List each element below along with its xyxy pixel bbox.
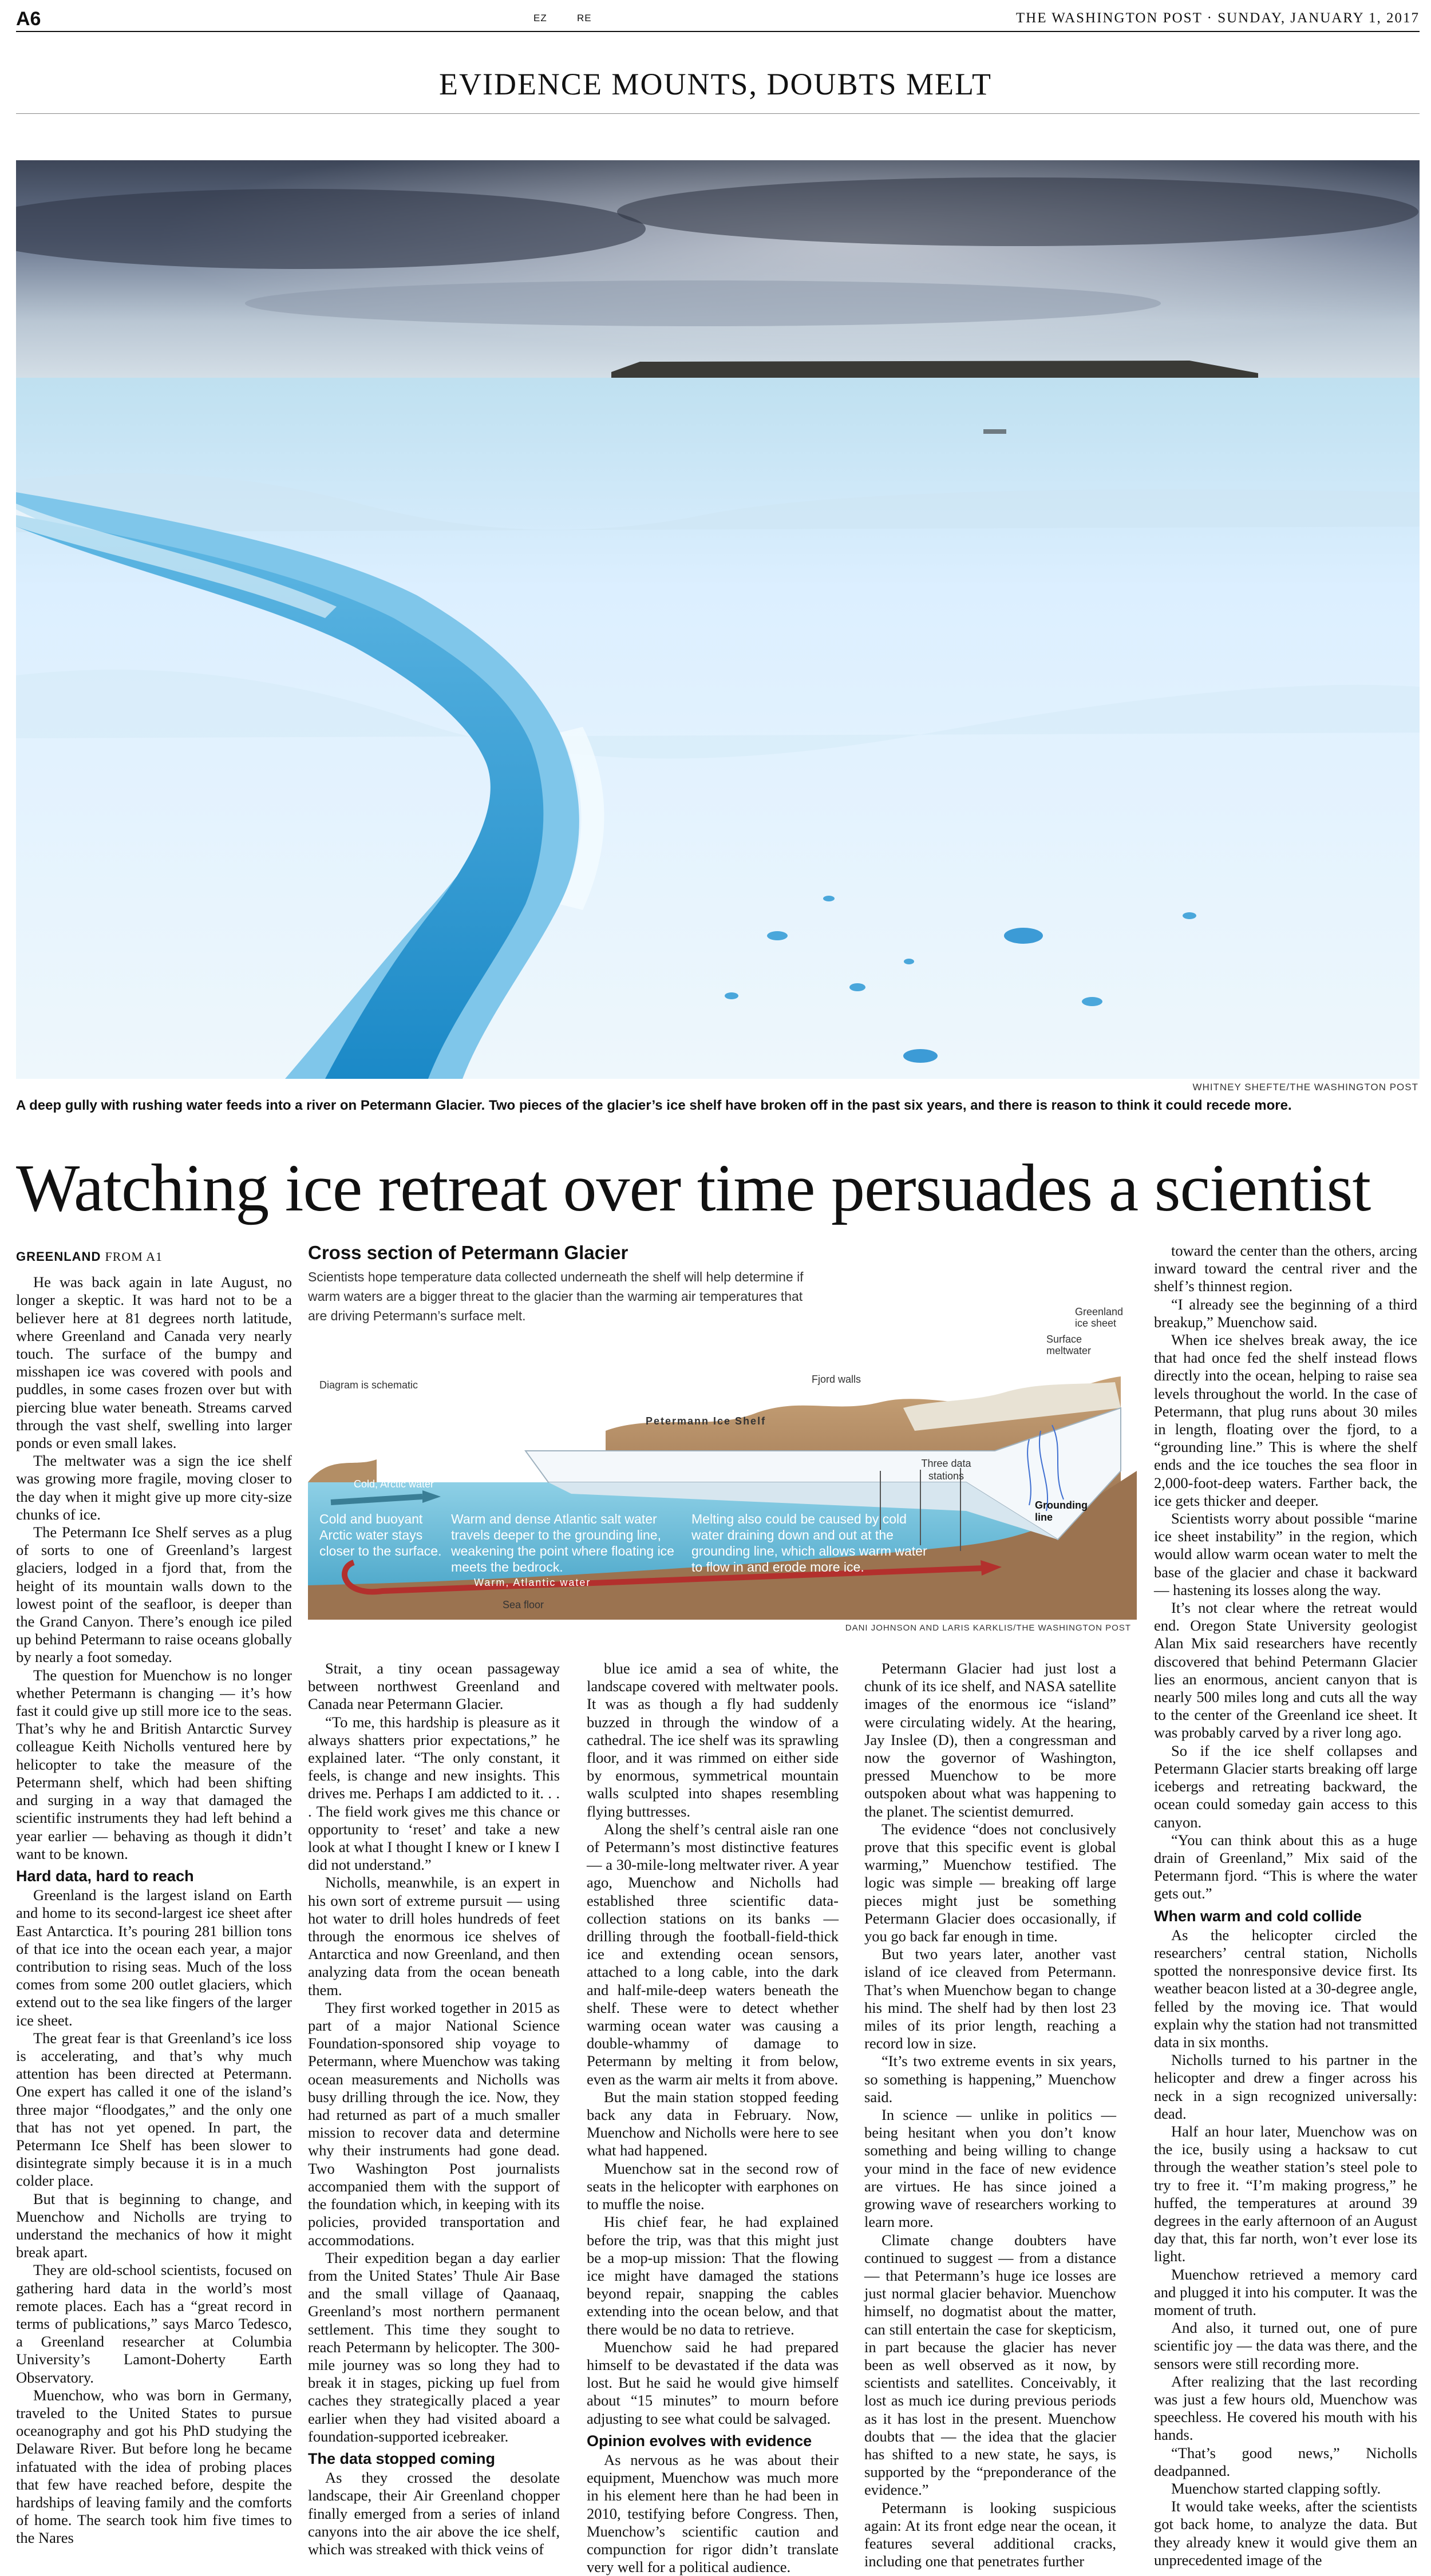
subhead: Hard data, hard to reach bbox=[16, 1867, 194, 1885]
paragraph: Half an hour later, Muenchow was on the ice, busily using a hacksaw to cut through the weather station’s steel pole to try to free it. “I’m making progress,” he huffed, the temperatures at around 39 degrees in the early afternoon of an August day that, this far north, won’t ever lose its light. bbox=[1154, 2122, 1417, 2265]
column-5-text bbox=[1154, 1242, 1417, 2569]
cross-section-diagram bbox=[308, 1242, 1137, 1643]
section-rule bbox=[16, 113, 1420, 114]
header-rule bbox=[16, 31, 1420, 32]
glacier-photo bbox=[16, 160, 1420, 1079]
paragraph: Petermann Glacier had just lost a chunk of its ice shelf, and NASA satellite images of the enormous ice “island” were circulating widely. At the hearing, Jay Inslee (D), then a congressman and now the governor of Washington, pressed Muenchow to be more outspoken about what was happening to the planet. The scientist demurred. bbox=[864, 1660, 1116, 1820]
paragraph: The question for Muenchow is no longer whether Petermann is changing — it’s how fast it could give up still more ice to the seas. That’s why he and British Antarctic Survey colleague Keith Nicholls ventured here by helicopter to take the measure of the Petermann shelf, which had been shifting and surging in a way that damaged the scientific instruments they had left behind a year earlier — behaving as though it didn’t want to be known. bbox=[16, 1666, 292, 1862]
paragraph: But two years later, another vast island of ice cleaved from Petermann. That’s when Muenchow began to change his mind. The shelf had by then lost 23 miles of its prior length, reaching a record low in size. bbox=[864, 1945, 1116, 2052]
photo-caption: A deep gully with rushing water feeds into a river on Petermann Glacier. Two pieces of the glacier’s ice shelf have broken off in the past six years, and there is reason to think it could recede more. bbox=[16, 1098, 1292, 1113]
article-column-5 bbox=[1154, 1242, 1417, 2569]
label-ice-shelf: Petermann Ice Shelf bbox=[646, 1415, 766, 1427]
paragraph: Petermann is looking suspicious again: At its front edge near the ocean, it features several additional cracks, including one that penetrates further bbox=[864, 2499, 1116, 2570]
paragraph: blue ice amid a sea of white, the landscape covered with meltwater pools. It was as though a fly had suddenly buzzed in through the window of a cathedral. The ice shelf was its sprawling floor, and it was rimmed on either side by enormous, symmetrical mountain walls sculpted into shapes resembling flying buttresses. bbox=[587, 1660, 839, 1820]
paragraph: He was back again in late August, no longer a skeptic. It was hard not to be a believer here at 81 degrees north latitude, where Greenland and Canada very nearly touch. The surface of the bumpy and misshapen ice was covered with pools and puddles, in some cases frozen over but with piercing blue water beneath. Streams carved through the vast shelf, swelling into larger ponds or even small lakes. bbox=[16, 1273, 292, 1452]
dateline-place: GREENLAND bbox=[16, 1249, 101, 1264]
paragraph: Muenchow retrieved a memory card and plugged it into his computer. It was the moment of truth. bbox=[1154, 2265, 1417, 2318]
label-stations: Three data stations bbox=[921, 1458, 971, 1482]
graphic-credit: DANI JOHNSON AND LARIS KARKLIS/THE WASHINGTON POST bbox=[845, 1623, 1131, 1633]
column-1-text bbox=[16, 1273, 292, 2547]
paragraph: The great fear is that Greenland’s ice loss is accelerating, and that’s why much attention has been directed at Petermann. One expert has called it one of the island’s three major “floodgates,” and the only one that has not yet opened. In part, the Petermann Ice Shelf has been slower to disintegrate simply because it is in a much colder place. bbox=[16, 2029, 292, 2190]
paragraph: Along the shelf’s central aisle ran one of Petermann’s most distinctive features — a 30-mile-long meltwater river. A year ago, Muenchow and Nicholls had established three scientific data-collection stations on its banks — drilling through the football-field-thick ice and extending ocean sensors, attached to a long cable, into the dark and half-mile-deep waters beneath the shelf. These were to detect whether warming ocean water was causing a double-whammy of damage to Petermann by melting it from below, even as the warm air melts it from above. bbox=[587, 1820, 839, 2088]
paragraph: Greenland is the largest island on Earth and home to its second-largest ice sheet after East Antarctica. It’s pouring 281 billion tons of that ice into the ocean each year, a major contribution to rising seas. Much of the loss comes from some 200 outlet glaciers, which extend out to the sea like fingers of the larger ice sheet. bbox=[16, 1886, 292, 2029]
dateline-from: FROM A1 bbox=[105, 1249, 163, 1264]
article-column-3 bbox=[587, 1660, 839, 2576]
glacier-photo-illustration bbox=[16, 160, 1420, 1079]
masthead: THE WASHINGTON POST · SUNDAY, JANUARY 1, 2017 bbox=[1015, 10, 1420, 26]
paragraph: Muenchow, who was born in Germany, traveled to the United States to pursue oceanography and got his PhD studying the Delaware River. But before long he became infatuated with the idea of probing places that few have reached before, despite the hardships of leaving family and the comforts of home. The search took him five times to the Nares bbox=[16, 2386, 292, 2547]
paragraph: Climate change doubters have continued to suggest — from a distance — that Petermann’s huge ice losses are just normal glacier behavior. Muenchow himself, no dogmatist about the matter, can still entertain the case for skepticism, in part because the glacier has never been as well observed as it now, by scientists and satellites. Conceivably, it lost as much ice during previous periods as it has lost in the present. Muenchow doubts that — the idea that the glacier has shifted to a new state, he says, is supported by the “preponderance of the evidence.” bbox=[864, 2231, 1116, 2499]
paragraph: “I already see the beginning of a third breakup,” Muenchow said. bbox=[1154, 1295, 1417, 1331]
paragraph: Nicholls turned to his partner in the helicopter and drew a finger across his neck in a sign recognized universally: dead. bbox=[1154, 2051, 1417, 2122]
article-column-1 bbox=[16, 1248, 292, 2547]
label-fjord-walls: Fjord walls bbox=[812, 1374, 861, 1385]
paragraph: But the main station stopped feeding back any data in February. Now, Muenchow and Nicholls were here to see what had happened. bbox=[587, 2088, 839, 2159]
article-column-2 bbox=[308, 1660, 560, 2558]
paragraph: As nervous as he was about their equipment, Muenchow was much more in his element here than he had been in 2010, testifying before Congress. Then, Muenchow’s scientific caution and compunction for rigor didn’t translate very well for a political audience. bbox=[587, 2451, 839, 2576]
paragraph: After realizing that the last recording was just a few hours old, Muenchow was speechless. He covered his mouth with his hands. bbox=[1154, 2372, 1417, 2444]
edition-mark-re: RE bbox=[577, 13, 592, 23]
paragraph: So if the ice shelf collapses and Petermann Glacier starts breaking off large icebergs and retreating backward, the ocean could someday gain access to this canyon. bbox=[1154, 1742, 1417, 1831]
paragraph: In science — unlike in politics — being hesitant when you don’t know something and being willing to change your mind in the face of new evidence are virtues. He has since joined a growing wave of researchers working to learn more. bbox=[864, 2106, 1116, 2231]
paragraph: Nicholls, meanwhile, is an expert in his own sort of extreme pursuit — using hot water to drill holes hundreds of feet through the enormous ice shelves of Antarctica and now Greenland, and then analyzing data from the ocean beneath them. bbox=[308, 1874, 560, 1999]
paragraph: And also, it turned out, one of pure scientific joy — the data was there, and the sensors were still recording more. bbox=[1154, 2319, 1417, 2372]
paragraph: Scientists worry about possible “marine ice sheet instability” in the region, which would allow warm ocean water to melt the base of the glacier and chase it backward — hastening its losses along the way. bbox=[1154, 1510, 1417, 1598]
paragraph: They first worked together in 2015 as part of a major National Science Foundation-sponsored ship voyage to Petermann, where Muenchow was taking ocean measurements and Nicholls was busy drilling through the ice. Now, they had returned as part of a much smaller mission to recover data and determine why their instruments had gone dead. Two Washington Post journalists accompanied them with the support of the foundation which, in keeping with its policies, provided transportation and accommodations. bbox=[308, 1999, 560, 2249]
dateline bbox=[16, 1248, 292, 1265]
page-number: A6 bbox=[16, 8, 41, 30]
label-warm-water: Warm, Atlantic water bbox=[474, 1577, 591, 1588]
edition-mark-ez: EZ bbox=[533, 13, 547, 23]
paragraph: “It’s two extreme events in six years, so something is happening,” Muenchow said. bbox=[864, 2052, 1116, 2106]
paragraph: Muenchow sat in the second row of seats in the helicopter with earphones on to muffle the noise. bbox=[587, 2159, 839, 2213]
section-title: EVIDENCE MOUNTS, DOUBTS MELT bbox=[438, 67, 992, 101]
label-sea-floor: Sea floor bbox=[503, 1599, 544, 1611]
label-surface-meltwater: Surface meltwater bbox=[1046, 1333, 1092, 1356]
column-4-text bbox=[864, 1660, 1116, 2570]
subhead: Opinion evolves with evidence bbox=[587, 2432, 812, 2450]
label-grounding-line: Grounding line bbox=[1035, 1499, 1088, 1523]
label-greenland-ice-sheet: Greenland ice sheet bbox=[1075, 1306, 1124, 1329]
paragraph: Muenchow said he had prepared himself to be devastated if the data was lost. But he said he would give himself about “15 minutes” to mourn before adjusting to see what could be salvaged. bbox=[587, 2338, 839, 2427]
photo-credit: WHITNEY SHEFTE/THE WASHINGTON POST bbox=[1192, 1082, 1418, 1093]
label-cold-water: Cold, Arctic water bbox=[354, 1478, 434, 1490]
paragraph: “That’s good news,” Nicholls deadpanned. bbox=[1154, 2444, 1417, 2479]
paragraph: They are old-school scientists, focused on gathering hard data in the world’s most remote places. Each has a “great record in terms of publications,” says Marco Tedesco, a Greenland researcher at Columbia University’s Lamont-Doherty Earth Observatory. bbox=[16, 2261, 292, 2386]
paragraph: “To me, this hardship is pleasure as it always shatters prior expectations,” he explained later. “The only constant, it feels, is change and new insights. This drives me. Perhaps I am addicted to it. . . . The field work gives me this chance or opportunity to ‘reset’ and take a new look at what I thought I knew or I knew I did not understand.” bbox=[308, 1713, 560, 1874]
subhead: The data stopped coming bbox=[308, 2450, 496, 2467]
paragraph: The meltwater was a sign the ice shelf was growing more fragile, moving closer to the day when it might give up more city-size chunks of ice. bbox=[16, 1452, 292, 1523]
paragraph: Their expedition began a day earlier from the United States’ Thule Air Base and the small village of Qaanaaq, Greenland’s most northern permanent settlement. This time they sought to reach Petermann by helicopter. The 300-mile journey was so long they had to break it in stages, picking up fuel from caches they strategically placed a year earlier when they had visited aboard a foundation-supported icebreaker. bbox=[308, 2249, 560, 2445]
graphic-note-cold: Cold and buoyant Arctic water stays closer to the surface. bbox=[319, 1511, 442, 1558]
paragraph: When ice shelves break away, the ice that had once fed the shelf instead flows directly into the ocean, helping to raise sea levels throughout the world. In the case of Petermann, that plug runs about 30 miles in length, floating over the fjord, to a “grounding line.” This is where the shelf ends and the ice touches the sea floor in 2,000-foot-deep waters. Farther back, the ice gets thicker and deeper. bbox=[1154, 1331, 1417, 1509]
cross-section-graphic bbox=[308, 1242, 1137, 1643]
graphic-title: Cross section of Petermann Glacier bbox=[308, 1242, 628, 1263]
paragraph: It’s not clear where the retreat would end. Oregon State University geologist Alan Mix said researchers have recently discovered that behind Petermann Glacier lies an enormous, ancient canyon that is nearly 500 miles long and cuts all the way to the center of the Greenland ice sheet. It was probably carved by a river long ago. bbox=[1154, 1599, 1417, 1742]
graphic-note-warm: Warm and dense Atlantic salt water travels deeper to the grounding line, weakening the point where floating ice meets the bedrock. bbox=[451, 1511, 674, 1574]
column-2-text bbox=[308, 1660, 560, 2558]
article-column-4 bbox=[864, 1660, 1116, 2570]
paragraph: But that is beginning to change, and Muenchow and Nicholls are trying to understand the mechanics of how it might break apart. bbox=[16, 2190, 292, 2261]
graphic-note-melting: Melting also could be caused by cold water draining down and out at the grounding line, which allows warm water to flow in and erode more ice. bbox=[691, 1511, 927, 1574]
column-3-text bbox=[587, 1660, 839, 2576]
headline: Watching ice retreat over time persuades a scientist bbox=[16, 1150, 1371, 1225]
paragraph: As they crossed the desolate landscape, their Air Greenland chopper finally emerged from a series of inland canyons into the air above the ice shelf, which was streaked with thick veins of bbox=[308, 2469, 560, 2558]
paragraph: toward the center than the others, arcing inward toward the central river and the shelf’s thinnest region. bbox=[1154, 1242, 1417, 1295]
paragraph: As the helicopter circled the researchers’ central station, Nicholls spotted the nonresponsive device first. Its weather beacon listed at a 30-degree angle, felled by the moving ice. That would explain why the station had not transmitted data in six months. bbox=[1154, 1926, 1417, 2051]
label-schematic: Diagram is schematic bbox=[319, 1379, 418, 1391]
paragraph: The evidence “does not conclusively prove that this specific event is global warming,” Muenchow testified. The logic was simple — breaking off large pieces might just be something Petermann Glacier does occasionally, if you go back far enough in time. bbox=[864, 1820, 1116, 1945]
paragraph: His chief fear, he had explained before the trip, was that this might just be a mop-up mission: That the flowing ice might have damaged the stations beyond repair, snapping the cables extending into the ocean below, and that there would be no data to retrieve. bbox=[587, 2213, 839, 2338]
subhead: When warm and cold collide bbox=[1154, 1907, 1362, 1925]
paragraph: “You can think about this as a huge drain of Greenland,” Mix said of the Petermann fjord. “This is where the water gets out.” bbox=[1154, 1831, 1417, 1902]
paragraph: It would take weeks, after the scientists got back home, to analyze the data. But they already knew it would give them an unprecedented image of the bbox=[1154, 2498, 1417, 2569]
paragraph: The Petermann Ice Shelf serves as a plug of sorts to one of Greenland’s largest glaciers, lodged in a fjord that, from the height of its mountain walls down to the lowest point of the seafloor, is deeper than the Grand Canyon. There’s enough ice piled up behind Petermann to raise oceans globally by nearly a foot someday. bbox=[16, 1524, 292, 1666]
graphic-subtitle: Scientists hope temperature data collected underneath the shelf will help determine if warm waters are a bigger threat to the glacier than the warming air temperatures that are driving Petermann’s surface melt. bbox=[308, 1269, 804, 1323]
paragraph: Strait, a tiny ocean passageway between northwest Greenland and Canada near Petermann Glacier. bbox=[308, 1660, 560, 1713]
paragraph: Muenchow started clapping softly. bbox=[1171, 2480, 1381, 2498]
